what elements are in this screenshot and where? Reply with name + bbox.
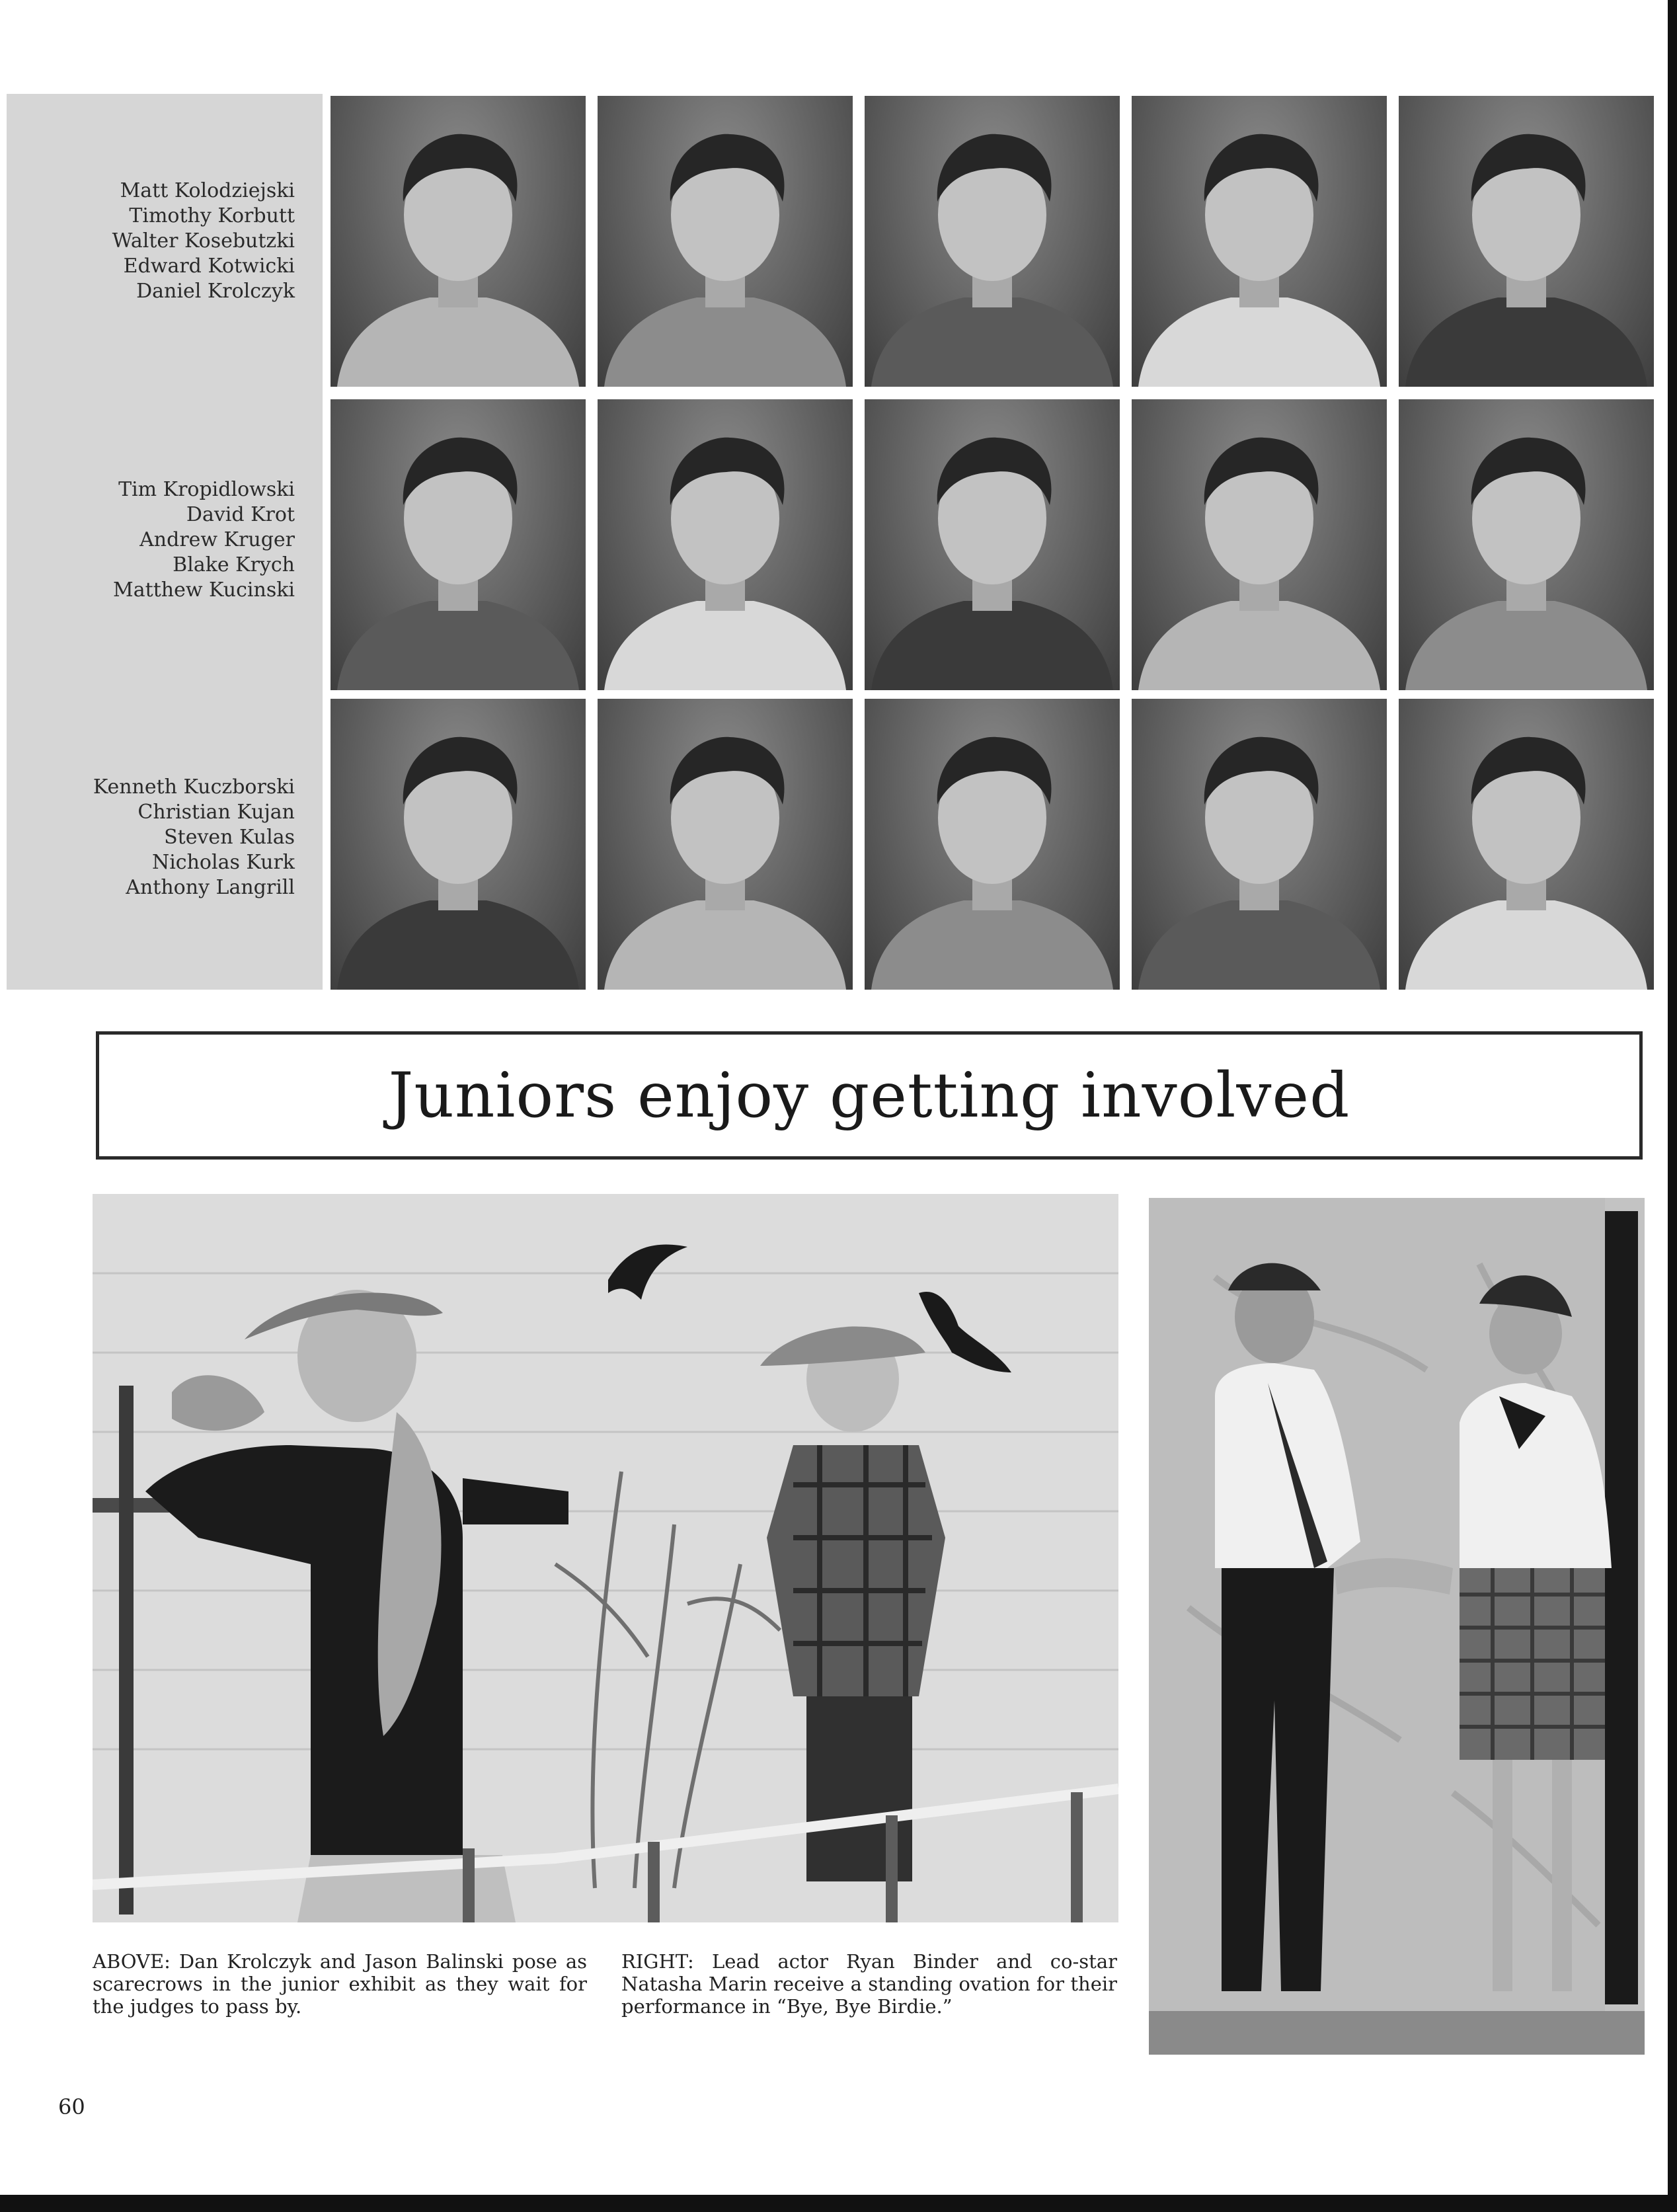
headline: Juniors enjoy getting involved bbox=[388, 1059, 1350, 1132]
student-name: Daniel Krolczyk bbox=[136, 280, 295, 303]
student-name: Andrew Kruger bbox=[139, 528, 295, 551]
scarecrow-photo-image bbox=[93, 1194, 1118, 1922]
student-name: Walter Kosebutzki bbox=[112, 229, 295, 253]
student-portrait bbox=[1399, 399, 1654, 690]
student-portrait bbox=[865, 96, 1120, 387]
student-portrait bbox=[598, 699, 853, 990]
student-name: Christian Kujan bbox=[137, 801, 295, 824]
student-name: Tim Kropidlowski bbox=[118, 478, 295, 501]
student-portrait bbox=[331, 399, 586, 690]
name-group-row-3 bbox=[93, 775, 295, 900]
stage-photo-image bbox=[1149, 1198, 1645, 2055]
student-name: Kenneth Kuczborski bbox=[93, 775, 295, 799]
student-portrait bbox=[865, 399, 1120, 690]
student-name: Timothy Korbutt bbox=[129, 204, 295, 227]
scarecrow-photo bbox=[93, 1194, 1118, 1922]
student-name: David Krot bbox=[186, 503, 295, 526]
name-group-row-1 bbox=[112, 178, 295, 304]
student-name: Anthony Langrill bbox=[126, 876, 295, 899]
student-portrait bbox=[598, 399, 853, 690]
caption-left: ABOVE: Dan Krolczyk and Jason Balinski pose as scarecrows in the junior exhibit as they wait for the judges to pass by. bbox=[93, 1950, 587, 2018]
student-name: Nicholas Kurk bbox=[151, 851, 295, 874]
student-portrait bbox=[1132, 399, 1387, 690]
headline-box bbox=[96, 1031, 1643, 1160]
student-portrait bbox=[331, 699, 586, 990]
stage-photo bbox=[1149, 1198, 1645, 2055]
student-name: Steven Kulas bbox=[164, 826, 295, 849]
student-portrait bbox=[1399, 96, 1654, 387]
student-portrait bbox=[865, 699, 1120, 990]
student-name: Blake Krych bbox=[173, 553, 295, 576]
student-portrait bbox=[1132, 699, 1387, 990]
student-portrait bbox=[1399, 699, 1654, 990]
student-portrait bbox=[1132, 96, 1387, 387]
student-portrait bbox=[331, 96, 586, 387]
student-name: Matthew Kucinski bbox=[113, 578, 295, 602]
page-number: 60 bbox=[58, 2094, 85, 2119]
name-group-row-2 bbox=[113, 477, 295, 603]
page-edge-right bbox=[1668, 0, 1677, 2212]
caption-right: RIGHT: Lead actor Ryan Binder and co-star Natasha Marin receive a standing ovation for their performance in “Bye, Bye Birdie.” bbox=[621, 1950, 1117, 2018]
names-panel bbox=[7, 94, 323, 990]
student-name: Matt Kolodziejski bbox=[120, 179, 295, 202]
student-portrait bbox=[598, 96, 853, 387]
page-edge-bottom bbox=[0, 2195, 1677, 2212]
student-name: Edward Kotwicki bbox=[123, 255, 295, 278]
